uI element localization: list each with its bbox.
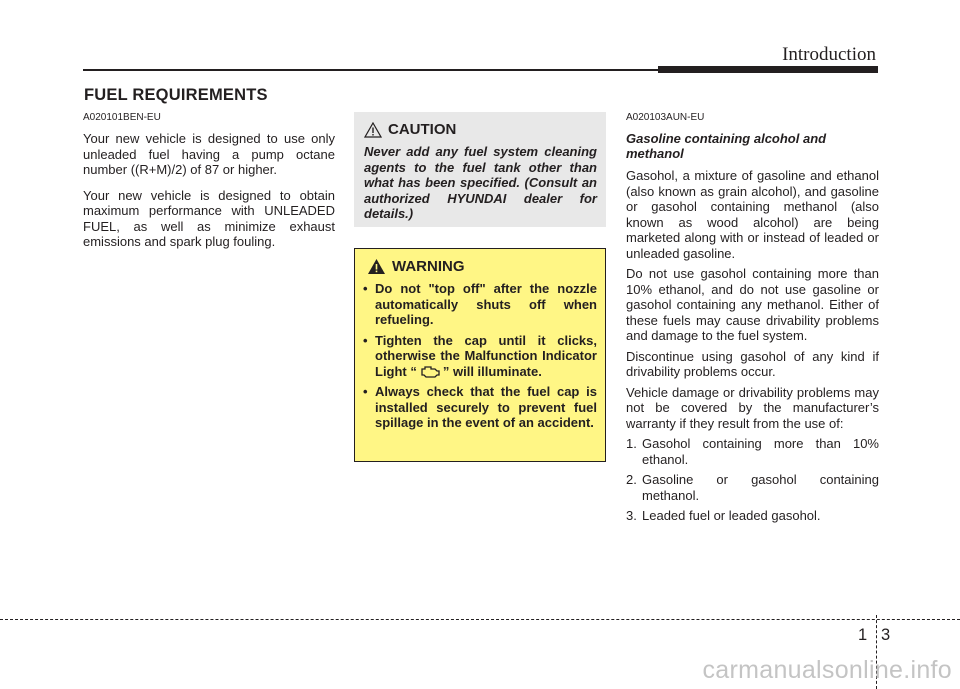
paragraph: Vehicle damage or drivability problems may not be covered by the manufacturer’s warranty if they result from the use of: [626, 384, 879, 431]
running-header: Introduction [782, 44, 876, 65]
caution-text: Never add any fuel system cleaning agents to the fuel tank other than what has been specified. (Consult an authorized HYUNDAI dealer for details.) [364, 144, 597, 221]
page-number: 3 [881, 626, 891, 644]
list-item: 1. Gasohol containing more than 10% ethanol. [626, 436, 879, 467]
paragraph: Gasohol, a mixture of gasoline and ethanol (also known as grain alcohol), and gasoline or gasohol containing methanol (also known as wood alcohol) are being marketed along with or instead of leaded or unleaded gasoline. [626, 168, 879, 261]
list-item: • Always check that the fuel cap is installed securely to prevent fuel spillage in the event of an accident. [363, 384, 597, 430]
engine-check-icon [419, 365, 441, 379]
subsection-heading: Gasoline containing alcohol and methanol [626, 131, 827, 161]
list-item: • Tighten the cap until it clicks, otherwise the Malfunction Indicator Light “ ” will illuminate. [363, 332, 597, 379]
warning-triangle-icon [367, 258, 386, 275]
caution-box [354, 112, 606, 227]
paragraph: Your new vehicle is designed to use only unleaded fuel having a pump octane number ((R+M)/2) of 87 or higher. [83, 131, 335, 177]
section-title: FUEL REQUIREMENTS [84, 86, 268, 104]
list-item: 2. Gasoline or gasohol containing methanol. [626, 472, 879, 503]
paragraph: Discontinue using gasohol of any kind if drivability problems occur. [626, 348, 879, 379]
left-column [83, 112, 335, 260]
list-item: • Do not "top off" after the nozzle automatically shuts off when refueling. [363, 281, 597, 327]
list-item: 3. Leaded fuel or leaded gasohol. [626, 508, 821, 523]
reference-code: A020101BEN-EU [83, 112, 161, 123]
caution-title: CAUTION [388, 121, 457, 138]
paragraph: Your new vehicle is designed to obtain maximum performance with UNLEADED FUEL, as well as minimize exhaust emissions and spark plug fouling. [83, 187, 335, 249]
caution-heading [364, 121, 597, 138]
watermark: carmanualsonline.info [702, 656, 952, 684]
chapter-number: 1 [858, 626, 868, 644]
right-column [626, 112, 879, 529]
warning-title: WARNING [392, 258, 465, 275]
numbered-list [626, 436, 879, 524]
warning-box [354, 248, 606, 462]
footer-rule [0, 619, 960, 620]
caution-triangle-icon [364, 122, 382, 138]
header-tab-bar [658, 66, 878, 73]
paragraph: Do not use gasohol containing more than 10% ethanol, and do not use gasoline or gasohol containing any methanol. Either of these fuels may cause drivability problems and damage to the fuel system. [626, 266, 879, 343]
warning-heading [367, 258, 597, 275]
warning-list [363, 281, 597, 431]
reference-code: A020103AUN-EU [626, 112, 705, 123]
